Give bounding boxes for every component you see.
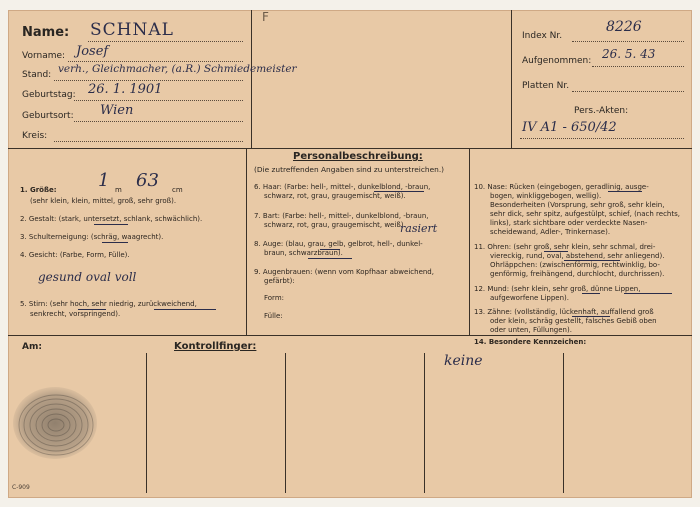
platten-line <box>572 91 684 92</box>
ohren-line-2: viereckig, rund, oval, abstehend, sehr anliegend). <box>490 252 665 260</box>
geburtsort-line <box>74 121 243 122</box>
vorname-line <box>68 61 243 62</box>
personal-record-card <box>8 10 692 498</box>
nase-line-5: links), stark sichtbare oder verdeckte Nasen- <box>490 219 648 227</box>
finger-box-divider-3 <box>424 353 425 493</box>
gesicht-value: gesund oval voll <box>38 270 137 284</box>
fingerprint-svg <box>12 385 98 461</box>
stirn-line-2: senkrecht, vorspringend). <box>30 310 121 318</box>
description-title: Personalbeschreibung: <box>293 151 423 162</box>
haar-line-2: schwarz, rot, grau, graugemischt, weiß). <box>264 192 406 200</box>
personalakten-value: IV A1 - 650/42 <box>522 120 617 135</box>
geburtstag-label: Geburtstag: <box>22 90 76 100</box>
bart-line-2: schwarz, rot, grau, graugemischt, weiß). <box>264 221 406 229</box>
stand-label: Stand: <box>22 70 52 80</box>
nase-line-2: bogen, winkliggebogen, wellig). <box>490 192 602 200</box>
brauen-line-1: 9. Augenbrauen: (wenn vom Kopfhaar abweichend, <box>254 268 434 276</box>
form-label: Form: <box>264 294 284 302</box>
brauen-line-2: gefärbt): <box>264 277 295 285</box>
finger-box-divider-4 <box>563 353 564 493</box>
am-label: Am: <box>22 342 42 352</box>
bart-line-1: 7. Bart: (Farbe: hell-, mittel-, dunkelblond, -braun, <box>254 212 429 220</box>
schulter-text: 3. Schulterneigung: (schräg, waagrecht). <box>20 233 164 241</box>
auge-line-1: 8. Auge: (blau, grau, gelb, gelbrot, hell-, dunkel- <box>254 240 423 248</box>
finger-box-divider-1 <box>146 353 147 493</box>
fingerprint-impression <box>12 385 92 457</box>
stand-value: verh., Gleichmacher, (a.R.) Schmiedemeister <box>58 63 297 75</box>
stirn-line-1: 5. Stirn: (sehr hoch, sehr niedrig, zurückweichend, <box>20 300 197 308</box>
mund-underline-1 <box>582 293 600 294</box>
header-column-divider-left <box>251 10 252 148</box>
index-value: 8226 <box>606 19 642 35</box>
nase-line-4: sehr dick, sehr spitz, aufgestülpt, schief, (nach rechts, <box>490 210 680 218</box>
ohren-line-1: 11. Ohren: (sehr groß, sehr klein, sehr schmal, drei- <box>474 243 656 251</box>
fingerprint-divider <box>8 335 692 336</box>
f-mark: F <box>262 10 269 24</box>
haar-line-1: 6. Haar: (Farbe: hell-, mittel-, dunkelblond, -braun, <box>254 183 431 191</box>
aufgenommen-value: 26. 5. 43 <box>602 47 656 61</box>
gesicht-text: 4. Gesicht: (Farbe, Form, Fülle). <box>20 251 130 259</box>
index-line <box>572 41 684 42</box>
personalakten-line <box>520 138 684 139</box>
gestalt-text: 2. Gestalt: (stark, untersetzt, schlank, schwächlich). <box>20 215 203 223</box>
geburtsort-value: Wien <box>100 103 134 118</box>
mund-underline-2 <box>624 293 672 294</box>
header-divider <box>8 148 692 149</box>
finger-box-divider-2 <box>285 353 286 493</box>
kennzeichen-value: keine <box>444 353 483 369</box>
ohren-line-3: Ohrläppchen: (zwischenförmig, rechtwinklig, bo- <box>490 261 660 269</box>
stirn-underline-1 <box>78 309 106 310</box>
ohren-underline-1 <box>544 251 568 252</box>
personalakten-label: Pers.-Akten: <box>574 106 629 116</box>
geburtstag-value: 26. 1. 1901 <box>88 82 163 97</box>
geburtsort-label: Geburtsort: <box>22 111 74 121</box>
stirn-underline-2 <box>154 309 216 310</box>
zaehne-line-1: 13. Zähne: (vollständig, lückenhaft, auffallend groß <box>474 308 654 316</box>
zaehne-line-2: oder klein, schräg gestellt, falsches Gebiß oben <box>490 317 657 325</box>
schulter-underline <box>102 242 128 243</box>
vorname-label: Vorname: <box>22 51 66 61</box>
nase-line-3: Besonderheiten (Vorsprung, sehr groß, sehr klein, <box>490 201 665 209</box>
nase-underline <box>608 191 642 192</box>
form-code: C-909 <box>12 484 30 491</box>
groesse-cm-unit: cm <box>172 186 183 194</box>
haar-underline <box>374 191 424 192</box>
name-label: Name: <box>22 25 70 40</box>
stand-line <box>54 80 243 81</box>
vorname-value: Josef <box>76 44 109 59</box>
kreis-line <box>54 141 243 142</box>
auge-underline-2 <box>308 258 352 259</box>
groesse-options: (sehr klein, klein, mittel, groß, sehr groß). <box>30 197 177 205</box>
ohren-line-4: genförmig, freihängend, durchlocht, durchrissen). <box>490 270 665 278</box>
header-column-divider-right <box>511 10 512 148</box>
aufgenommen-line <box>592 66 684 67</box>
zaehne-line-3: oder unten, Füllungen). <box>490 326 572 334</box>
auge-line-2: braun, schwarzbraun). <box>264 249 343 257</box>
mund-line-1: 12. Mund: (sehr klein, sehr groß, dünne Lippen, <box>474 285 641 293</box>
groesse-m-unit: m <box>115 186 122 194</box>
description-subtitle: (Die zutreffenden Angaben sind zu unterstreichen.) <box>254 165 445 174</box>
auge-underline-1 <box>320 249 340 250</box>
nase-line-1: 10. Nase: Rücken (eingebogen, geradlinig, ausge- <box>474 183 649 191</box>
name-line <box>88 41 243 42</box>
description-column-divider-right <box>469 148 470 336</box>
name-value: SCHNAL <box>90 20 174 40</box>
gestalt-underline <box>94 224 128 225</box>
bart-value: rasiert <box>400 222 438 235</box>
ohren-underline-2 <box>564 260 620 261</box>
nase-line-6: scheidewand, Adler-, Trinkernase). <box>490 228 611 236</box>
fuelle-label: Fülle: <box>264 312 283 320</box>
aufgenommen-label: Aufgenommen: <box>522 56 592 66</box>
zaehne-underline <box>572 316 610 317</box>
groesse-label: 1. Größe: <box>20 186 57 194</box>
kennzeichen-label: 14. Besondere Kennzeichen: <box>474 338 587 346</box>
groesse-m-value: 1 <box>98 170 110 191</box>
groesse-cm-value: 63 <box>136 170 159 191</box>
description-column-divider-left <box>246 148 247 336</box>
mund-line-2: aufgeworfene Lippen). <box>490 294 569 302</box>
kreis-label: Kreis: <box>22 131 48 141</box>
kontrollfinger-label: Kontrollfinger: <box>174 341 257 352</box>
index-label: Index Nr. <box>522 31 563 41</box>
geburtstag-line <box>74 100 243 101</box>
platten-label: Platten Nr. <box>522 81 570 91</box>
